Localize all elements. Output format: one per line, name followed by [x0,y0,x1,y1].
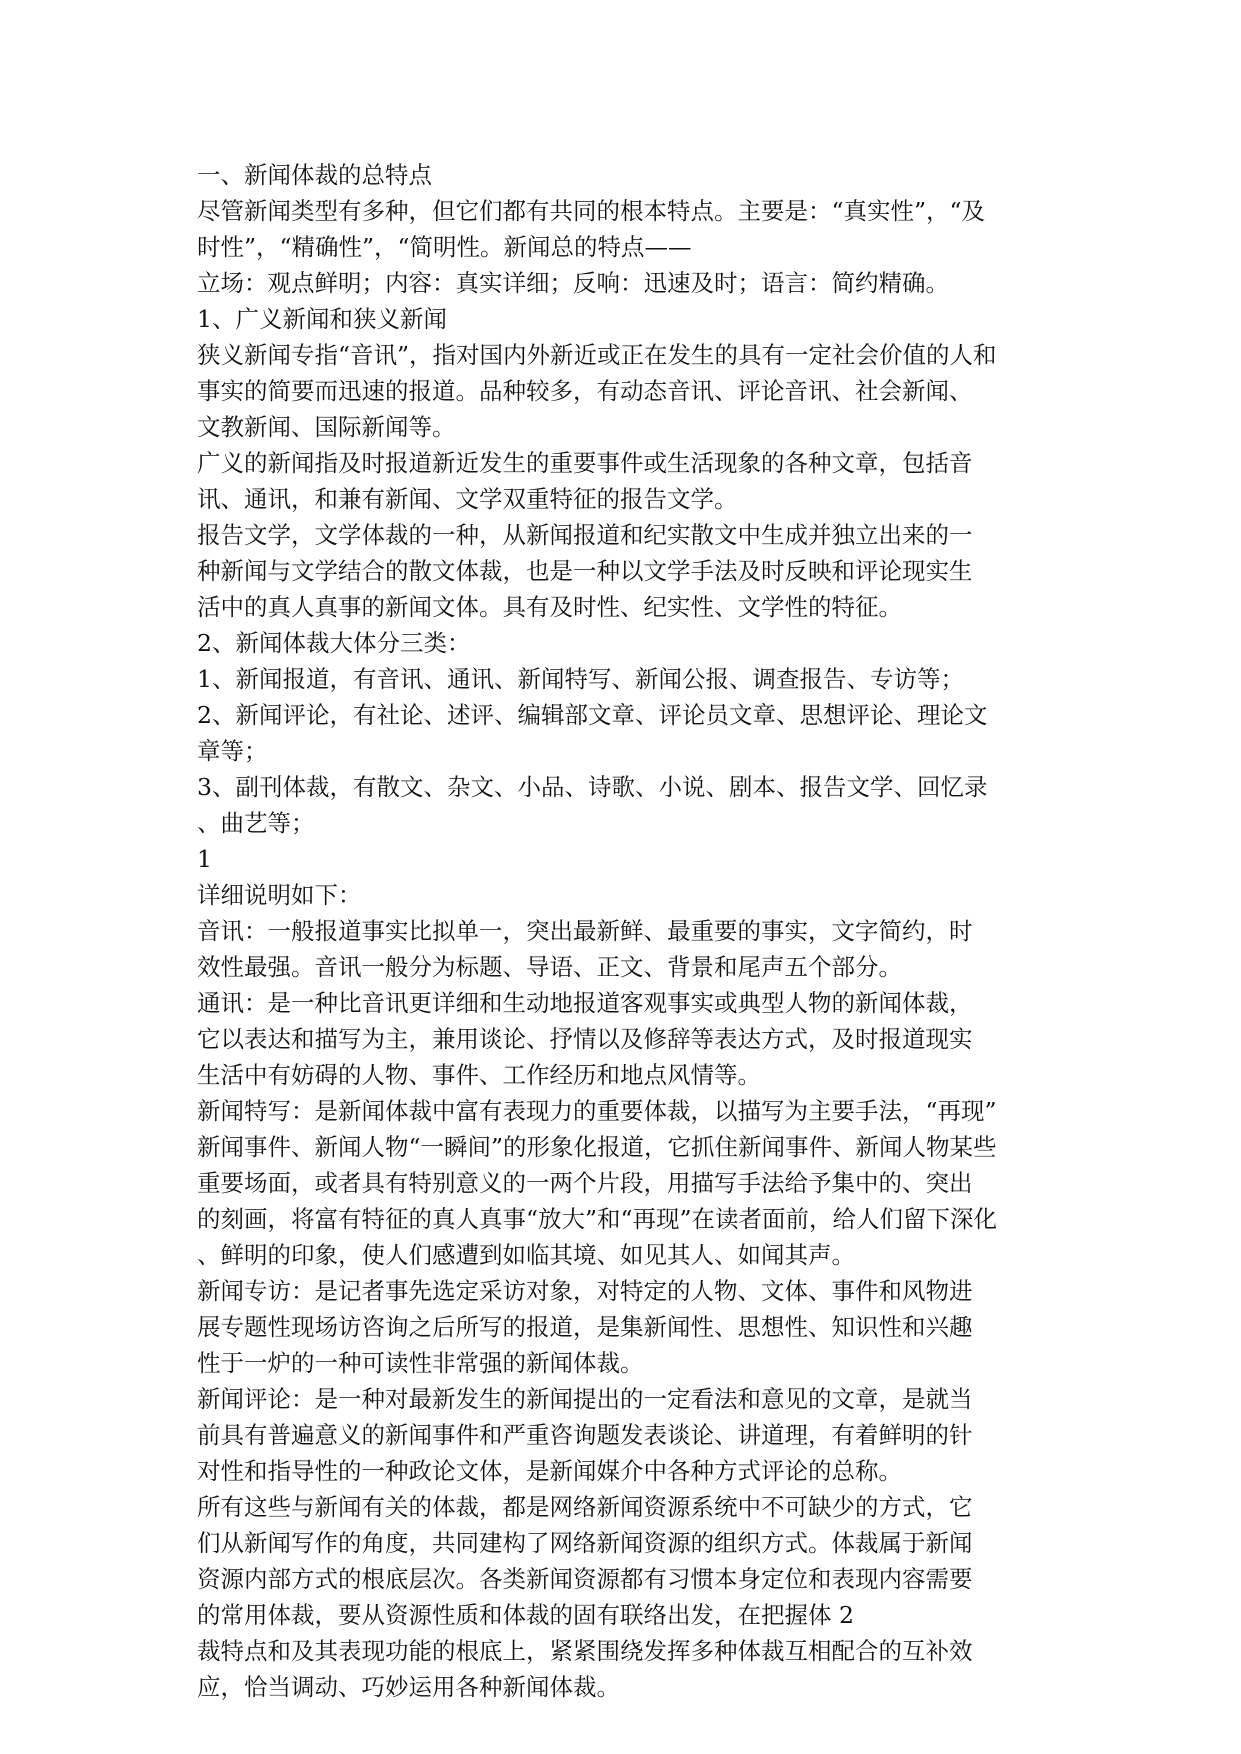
text-line: 音讯：一般报道事实比拟单一，突出最新鲜、最重要的事实，文字简约，时 [197,917,973,945]
text-line: 新闻专访：是记者事先选定采访对象，对特定的人物、文体、事件和风物进 [197,1277,973,1305]
text-line: 章等； [197,737,268,765]
text-line: 1、广义新闻和狭义新闻 [197,305,447,333]
text-line: 尽管新闻类型有多种，但它们都有共同的根本特点。主要是：“真实性”，“及 [197,197,986,225]
text-line: 讯、通讯，和兼有新闻、文学双重特征的报告文学。 [197,485,738,513]
text-line: 效性最强。音讯一般分为标题、导语、正文、背景和尾声五个部分。 [197,953,902,981]
text-line: 新闻特写：是新闻体裁中富有表现力的重要体裁，以描写为主要手法，“再现” [197,1097,997,1125]
document-body [197,157,1047,1705]
text-line: 们从新闻写作的角度，共同建构了网络新闻资源的组织方式。体裁属于新闻 [197,1529,973,1557]
text-line: 文教新闻、国际新闻等。 [197,413,456,441]
text-line: 资源内部方式的根底层次。各类新闻资源都有习惯本身定位和表现内容需要 [197,1565,973,1593]
text-line: 2、新闻评论，有社论、述评、编辑部文章、评论员文章、思想评论、理论文 [197,701,988,729]
text-line: 详细说明如下： [197,881,362,909]
text-line: 裁特点和及其表现功能的根底上，紧紧围绕发挥多种体裁互相配合的互补效 [197,1637,973,1665]
text-line: 所有这些与新闻有关的体裁，都是网络新闻资源系统中不可缺少的方式，它 [197,1493,973,1521]
text-line: 种新闻与文学结合的散文体裁，也是一种以文学手法及时反映和评论现实生 [197,557,973,585]
text-line: 应，恰当调动、巧妙运用各种新闻体裁。 [197,1673,620,1701]
text-line: 立场：观点鲜明；内容：真实详细；反响：迅速及时；语言：简约精确。 [197,269,949,297]
text-line: 事实的简要而迅速的报道。品种较多，有动态音讯、评论音讯、社会新闻、 [197,377,973,405]
text-line: 对性和指导性的一种政论文体，是新闻媒介中各种方式评论的总称。 [197,1457,902,1485]
text-line: 新闻事件、新闻人物“一瞬间”的形象化报道，它抓住新闻事件、新闻人物某些 [197,1133,997,1161]
text-line: 活中的真人真事的新闻文体。具有及时性、纪实性、文学性的特征。 [197,593,902,621]
text-line: 通讯：是一种比音讯更详细和生动地报道客观事实或典型人物的新闻体裁， [197,989,973,1017]
text-line: 一、新闻体裁的总特点 [197,161,432,189]
text-line: 性于一炉的一种可读性非常强的新闻体裁。 [197,1349,644,1377]
text-line: 1 [197,845,212,873]
text-line: 报告文学，文学体裁的一种，从新闻报道和纪实散文中生成并独立出来的一 [197,521,973,549]
text-line: 2、新闻体裁大体分三类： [197,629,471,657]
text-line: 、鲜明的印象，使人们感遭到如临其境、如见其人、如闻其声。 [197,1241,855,1269]
text-line: 重要场面，或者具有特别意义的一两个片段，用描写手法给予集中的、突出 [197,1169,973,1197]
text-line: 、曲艺等； [197,809,315,837]
text-line: 的常用体裁，要从资源性质和体裁的固有联络出发，在把握体 2 [197,1601,854,1629]
text-line: 广义的新闻指及时报道新近发生的重要事件或生活现象的各种文章，包括音 [197,449,973,477]
text-line: 3、副刊体裁，有散文、杂文、小品、诗歌、小说、剧本、报告文学、回忆录 [197,773,988,801]
text-line: 的刻画，将富有特征的真人真事“放大”和“再现”在读者面前，给人们留下深化 [197,1205,998,1233]
text-line: 狭义新闻专指“音讯”，指对国内外新近或正在发生的具有一定社会价值的人和 [197,341,997,369]
text-line: 时性”，“精确性”，“简明性。新闻总的特点—— [197,233,692,261]
text-line: 前具有普遍意义的新闻事件和严重咨询题发表谈论、讲道理，有着鲜明的针 [197,1421,973,1449]
text-line: 它以表达和描写为主，兼用谈论、抒情以及修辞等表达方式，及时报道现实 [197,1025,973,1053]
text-line: 1、新闻报道，有音讯、通讯、新闻特写、新闻公报、调查报告、专访等； [197,665,964,693]
text-line: 生活中有妨碍的人物、事件、工作经历和地点风情等。 [197,1061,761,1089]
text-line: 新闻评论：是一种对最新发生的新闻提出的一定看法和意见的文章，是就当 [197,1385,973,1413]
text-line: 展专题性现场访咨询之后所写的报道，是集新闻性、思想性、知识性和兴趣 [197,1313,973,1341]
